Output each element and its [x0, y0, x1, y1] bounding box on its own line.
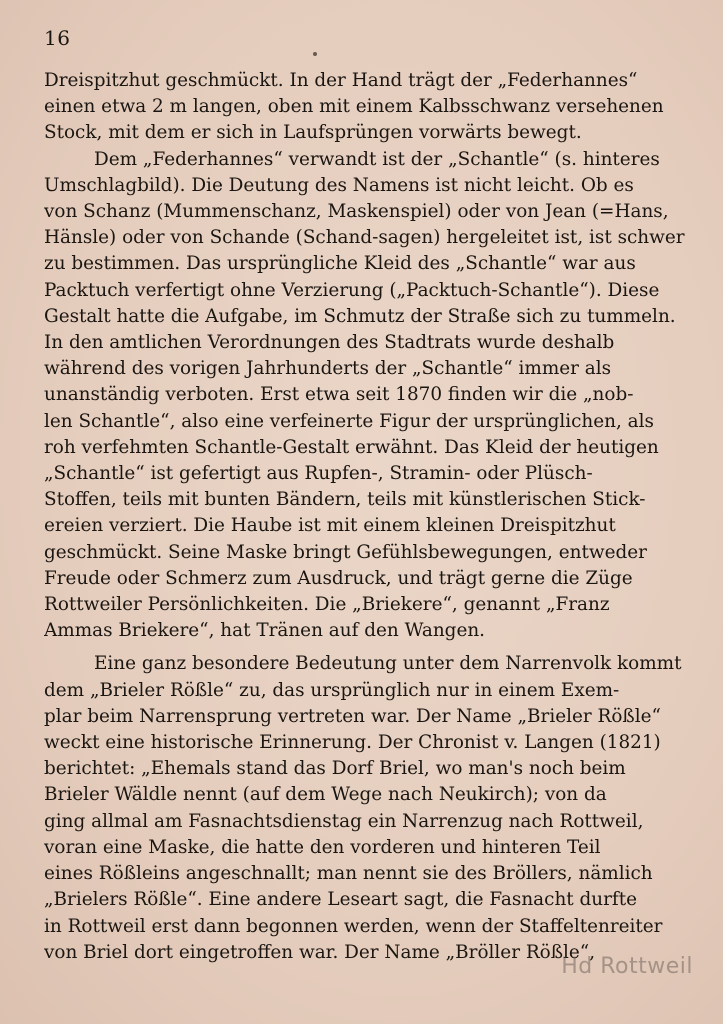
text-line: einen etwa 2 m langen, oben mit einem Kalbsschwanz versehenen	[44, 96, 664, 118]
text-line: Packtuch verfertigt ohne Verzierung („Packtuch-Schantle“). Diese	[44, 279, 660, 301]
text-line: von Schanz (Mummenschanz, Maskenspiel) oder von Jean (=Hans,	[44, 201, 669, 223]
text-line: zu bestimmen. Das ursprüngliche Kleid des „Schantle“ war aus	[44, 253, 636, 275]
text-line: „Schantle“ ist gefertigt aus Rupfen-, Stramin- oder Plüsch-	[44, 463, 593, 485]
text-line: ereien verziert. Die Haube ist mit einem kleinen Dreispitzhut	[44, 515, 616, 537]
page-number: 16	[44, 26, 71, 50]
text-line: unanständig verboten. Erst etwa seit 1870 finden wir die „nob-	[44, 384, 634, 406]
paragraph-1	[44, 68, 685, 147]
text-line: dem „Brieler Rößle“ zu, das ursprünglich nur in einem Exem-	[44, 679, 620, 701]
text-line: Umschlagbild). Die Deutung des Namens ist nicht leicht. Ob es	[44, 174, 634, 196]
text-line: plar beim Narrensprung vertreten war. Der Name „Brieler Rößle“	[44, 705, 661, 727]
text-line: roh verfehmten Schantle-Gestalt erwähnt. Das Kleid der heutigen	[44, 436, 659, 458]
text-line: weckt eine historische Erinnerung. Der Chronist v. Langen (1821)	[44, 732, 661, 754]
text-line: in Rottweil erst dann begonnen werden, wenn der Staffeltenreiter	[44, 915, 663, 937]
text-line: Eine ganz besondere Bedeutung unter dem Narrenvolk kommt	[94, 653, 682, 675]
text-line: von Briel dort eingetroffen war. Der Name „Bröller Rößle“,	[44, 941, 596, 963]
text-line: Gestalt hatte die Aufgabe, im Schmutz der Straße sich zu tummeln.	[44, 305, 676, 327]
text-line: Brieler Wäldle nennt (auf dem Wege nach Neukirch); von da	[44, 784, 607, 806]
text-line: len Schantle“, also eine verfeinerte Figur der ursprünglichen, als	[44, 410, 654, 432]
text-line: Stock, mit dem er sich in Laufsprüngen vorwärts bewegt.	[44, 122, 582, 144]
text-line: eines Rößleins angeschnallt; man nennt sie des Bröllers, nämlich	[44, 863, 653, 885]
paragraph-2	[44, 147, 685, 645]
text-line: Rottweiler Persönlichkeiten. Die „Briekere“, genannt „Franz	[44, 594, 610, 616]
print-speck	[313, 52, 317, 56]
text-line: In den amtlichen Verordnungen des Stadtrats wurde deshalb	[44, 332, 615, 354]
text-line: Freude oder Schmerz zum Ausdruck, und trägt gerne die Züge	[44, 567, 633, 589]
text-line: geschmückt. Seine Maske bringt Gefühlsbewegungen, entweder	[44, 541, 647, 563]
watermark: Hd Rottweil	[561, 954, 693, 979]
text-line: voran eine Maske, die hatte den vorderen und hinteren Teil	[44, 836, 601, 858]
text-line: ging allmal am Fasnachtsdienstag ein Narrenzug nach Rottweil,	[44, 810, 644, 832]
paragraph-3	[44, 651, 685, 965]
text-line: Ammas Briekere“, hat Tränen auf den Wangen.	[44, 620, 486, 642]
paragraph-gap	[44, 644, 685, 651]
text-line: „Brielers Rößle“. Eine andere Leseart sagt, die Fasnacht durfte	[44, 889, 638, 911]
text-line: Dem „Federhannes“ verwandt ist der „Schantle“ (s. hinteres	[94, 148, 660, 170]
text-line: Hänsle) oder von Schande (Schand-sagen) hergeleitet ist, ist schwer	[44, 227, 685, 249]
text-line: während des vorigen Jahrhunderts der „Schantle“ immer als	[44, 358, 612, 380]
text-line: berichtet: „Ehemals stand das Dorf Briel, wo man's noch beim	[44, 758, 626, 780]
text-line: Stoffen, teils mit bunten Bändern, teils mit künstlerischen Stick-	[44, 489, 646, 511]
text-line: Dreispitzhut geschmückt. In der Hand trägt der „Federhannes“	[44, 70, 638, 91]
